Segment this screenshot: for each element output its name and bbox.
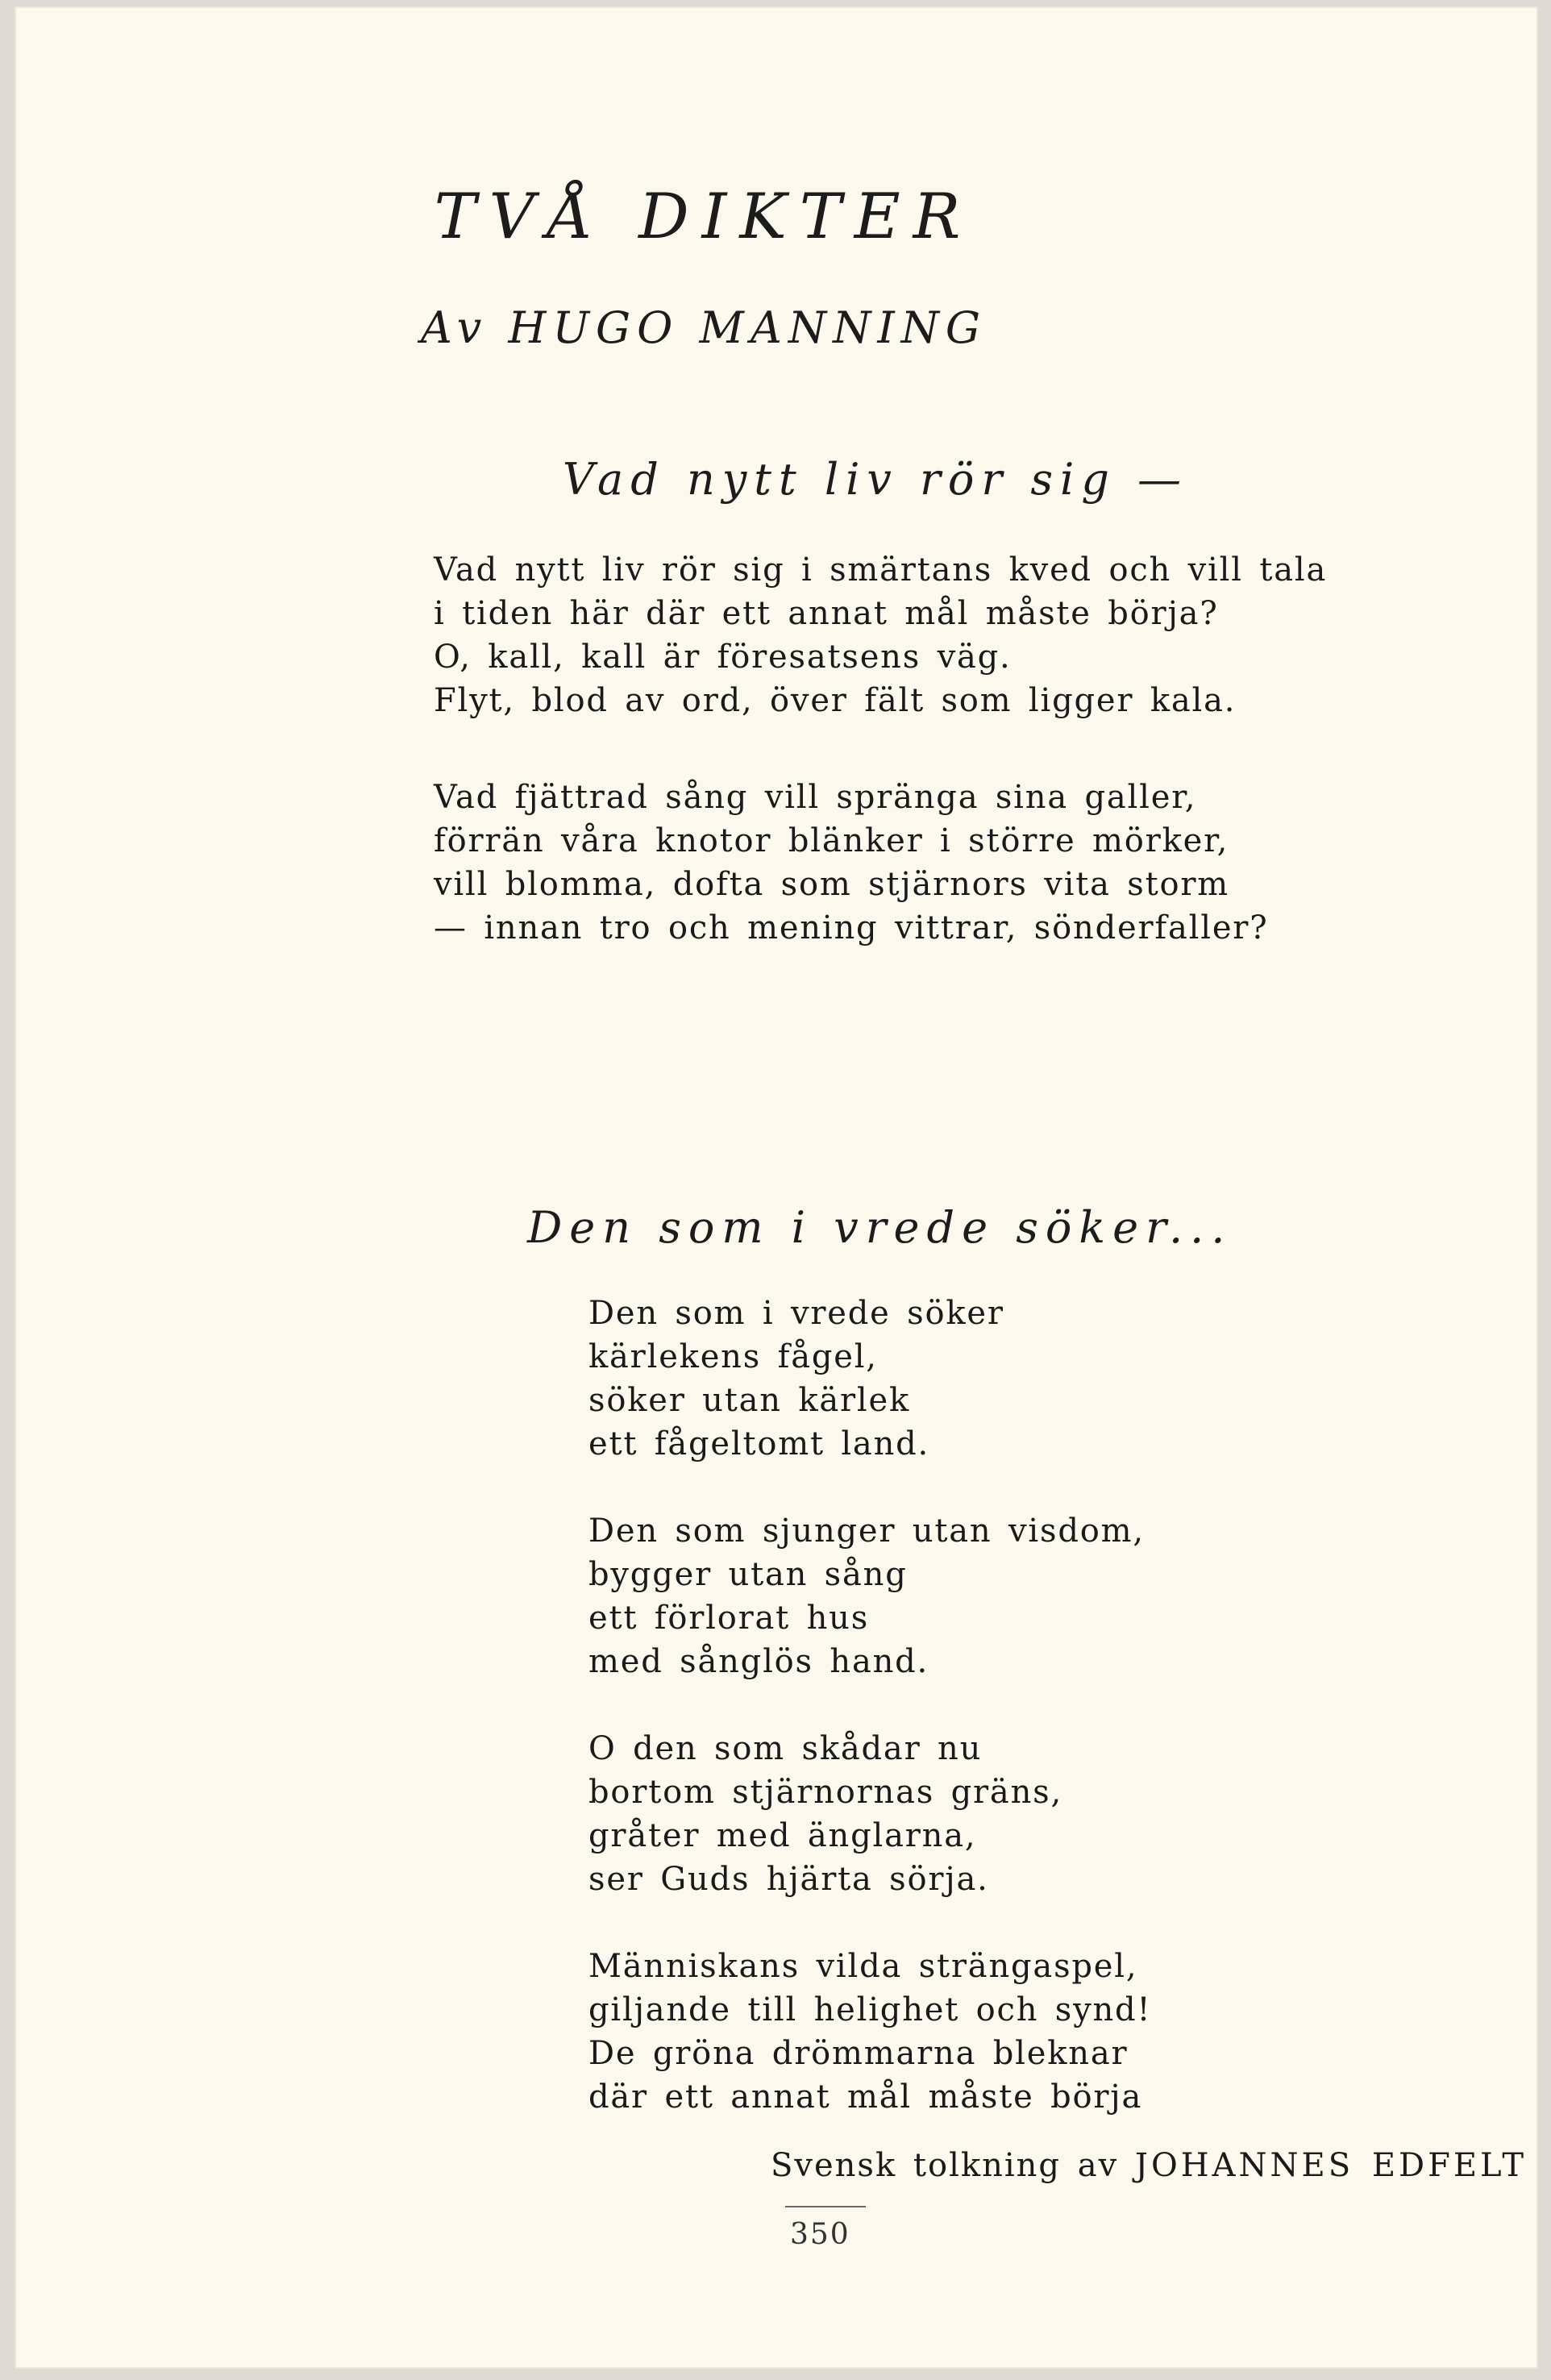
poem-line: bortom stjärnornas gräns, — [588, 1774, 1062, 1811]
poem-line: ett förlorat hus — [588, 1600, 870, 1637]
poem-line: kärlekens fågel, — [588, 1338, 878, 1375]
poem-2-stanza-4 — [588, 1945, 1151, 2119]
poem-2-stanza-3 — [588, 1727, 1062, 1901]
poem-line: O den som skådar nu — [588, 1730, 983, 1767]
poem-line: förrän våra knotor blänker i större mörker, — [434, 822, 1229, 859]
author-byline: Av HUGO MANNING — [420, 302, 988, 353]
page-number: 350 — [790, 2218, 850, 2251]
translation-credit — [771, 2149, 1527, 2182]
poem-line: O, kall, kall är föresatsens väg. — [434, 639, 1012, 676]
translation-prefix: Svensk tolkning av — [771, 2147, 1119, 2184]
poem-line: giljande till helighet och synd! — [588, 1991, 1152, 2028]
poem-line: ett fågeltomt land. — [588, 1425, 930, 1463]
document-title: TVÅ DIKTER — [434, 181, 974, 253]
poem-line: Den som sjunger utan visdom, — [588, 1512, 1145, 1550]
poem-line: — innan tro och mening vittrar, sönderfaller? — [434, 909, 1269, 947]
poem-line: med sånglös hand. — [588, 1643, 929, 1680]
page — [15, 6, 1538, 2369]
poem-2-title: Den som i vrede söker... — [527, 1202, 1233, 1253]
poem-line: Vad fjättrad sång vill spränga sina galler, — [434, 779, 1197, 816]
poem-line: De gröna drömmarna bleknar — [588, 2035, 1129, 2072]
poem-line: Människans vilda strängaspel, — [588, 1948, 1138, 1985]
poem-line: Vad nytt liv rör sig i smärtans kved och vill tala — [434, 551, 1328, 589]
poem-2-stanza-2 — [588, 1509, 1145, 1683]
poem-line: Flyt, blod av ord, över fält som ligger kala. — [434, 682, 1237, 719]
poem-2-stanza-1 — [588, 1292, 1004, 1466]
poem-line: vill blomma, dofta som stjärnors vita storm — [434, 866, 1230, 903]
poem-1-title: Vad nytt liv rör sig — — [563, 454, 1189, 505]
page-number-rule — [785, 2206, 866, 2207]
poem-line: ser Guds hjärta sörja. — [588, 1861, 989, 1898]
poem-line: där ett annat mål måste börja — [588, 2078, 1143, 2116]
poem-line: söker utan kärlek — [588, 1382, 911, 1419]
poem-line: bygger utan sång — [588, 1556, 908, 1593]
poem-line: i tiden här där ett annat mål måste börja? — [434, 595, 1219, 632]
poem-line: gråter med änglarna, — [588, 1817, 977, 1854]
poem-1-stanza-1 — [434, 548, 1327, 722]
translator-name: JOHANNES EDFELT — [1134, 2147, 1528, 2184]
poem-line: Den som i vrede söker — [588, 1295, 1004, 1332]
poem-1-stanza-2 — [434, 776, 1268, 950]
